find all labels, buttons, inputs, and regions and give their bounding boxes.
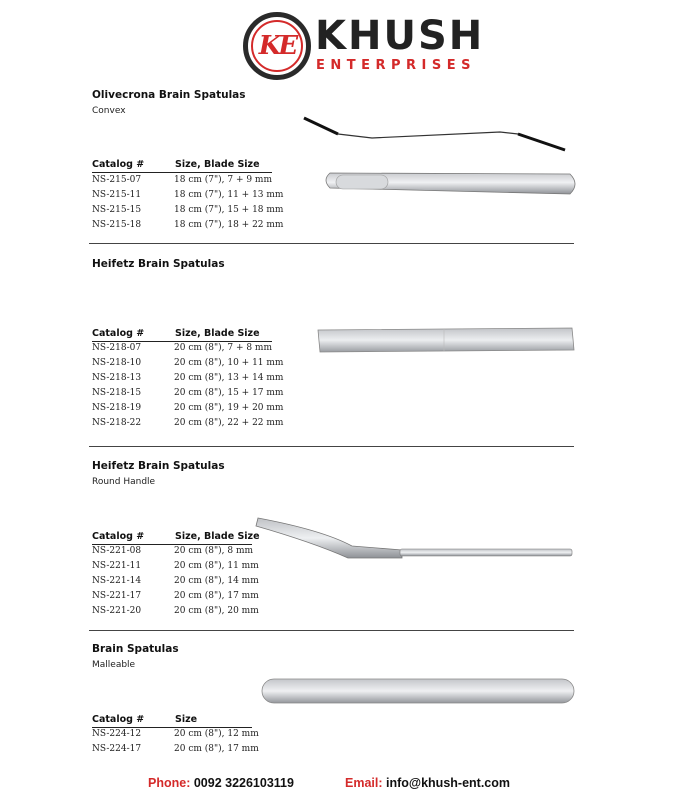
table-row: [92, 341, 292, 356]
size-value: 20 cm (8"), 17 mm: [174, 591, 259, 601]
catalog-code: NS-218-07: [92, 343, 142, 353]
section-divider: [89, 446, 574, 447]
catalog-code: NS-221-08: [92, 546, 142, 556]
catalog-code: NS-215-18: [92, 220, 142, 230]
round-handle-spatula-image: [252, 512, 578, 562]
table-row: [92, 371, 292, 386]
brand-name: KHUSH: [315, 13, 485, 59]
catalog-code: NS-218-19: [92, 403, 142, 413]
table-row: [92, 203, 292, 218]
email-value[interactable]: info@khush-ent.com: [386, 776, 510, 790]
catalog-code: NS-224-17: [92, 744, 142, 754]
phone-label: Phone:: [148, 776, 191, 790]
brand-subtitle: ENTERPRISES: [316, 58, 476, 73]
catalog-header: Catalog #: [92, 328, 145, 339]
size-value: 18 cm (7"), 11 + 13 mm: [174, 190, 284, 200]
catalog-header: Catalog #: [92, 531, 145, 542]
section-title: Heifetz Brain Spatulas: [92, 460, 225, 472]
catalog-code: NS-218-10: [92, 358, 142, 368]
olivecrona-spatula-image: [300, 110, 580, 200]
catalog-code: NS-215-15: [92, 205, 142, 215]
table-row: [92, 356, 292, 371]
size-header: Size, Blade Size: [175, 328, 260, 339]
table-row: [92, 727, 292, 742]
catalog-code: NS-218-15: [92, 388, 142, 398]
size-value: 20 cm (8"), 7 + 8 mm: [174, 343, 273, 353]
size-value: 20 cm (8"), 8 mm: [174, 546, 254, 556]
footer-email: [345, 776, 510, 790]
table-row: [92, 401, 292, 416]
catalog-code: NS-218-13: [92, 373, 142, 383]
section-subtitle: Convex: [92, 106, 126, 116]
size-value: 20 cm (8"), 22 + 22 mm: [174, 418, 284, 428]
size-value: 20 cm (8"), 17 mm: [174, 744, 259, 754]
section-subtitle: Round Handle: [92, 477, 156, 487]
table-row: [92, 589, 292, 604]
table-row: [92, 574, 292, 589]
spec-table: [92, 173, 292, 233]
table-row: [92, 604, 292, 619]
size-value: 20 cm (8"), 10 + 11 mm: [174, 358, 284, 368]
catalog-code: NS-224-12: [92, 729, 142, 739]
catalog-code: NS-218-22: [92, 418, 142, 428]
size-value: 20 cm (8"), 20 mm: [174, 606, 259, 616]
catalog-header: Catalog #: [92, 714, 145, 725]
table-row: [92, 742, 292, 757]
size-value: 20 cm (8"), 15 + 17 mm: [174, 388, 284, 398]
catalog-header: Catalog #: [92, 159, 145, 170]
catalog-code: NS-221-20: [92, 606, 142, 616]
size-header: Size, Blade Size: [175, 531, 260, 542]
size-value: 20 cm (8"), 12 mm: [174, 729, 259, 739]
table-row: [92, 218, 292, 233]
section-title: Heifetz Brain Spatulas: [92, 258, 225, 270]
table-row: [92, 386, 292, 401]
size-value: 20 cm (8"), 11 mm: [174, 561, 259, 571]
size-header: Size, Blade Size: [175, 159, 260, 170]
section-divider: [89, 630, 574, 631]
section-title: Brain Spatulas: [92, 643, 179, 655]
malleable-spatula-image: [258, 676, 578, 706]
section-subtitle: Malleable: [92, 660, 136, 670]
phone-value[interactable]: 0092 3226103119: [193, 776, 294, 790]
catalog-code: NS-215-11: [92, 190, 142, 200]
footer-phone: [148, 776, 294, 790]
size-value: 20 cm (8"), 13 + 14 mm: [174, 373, 284, 383]
size-value: 18 cm (7"), 7 + 9 mm: [174, 175, 273, 185]
section-divider: [89, 243, 574, 244]
spec-table: [92, 341, 292, 431]
logo-mark: KE: [251, 20, 303, 72]
table-row: [92, 416, 292, 431]
size-value: 18 cm (7"), 18 + 22 mm: [174, 220, 284, 230]
catalog-code: NS-221-14: [92, 576, 142, 586]
section-title: Olivecrona Brain Spatulas: [92, 89, 246, 101]
size-header: Size: [175, 714, 198, 725]
size-value: 18 cm (7"), 15 + 18 mm: [174, 205, 284, 215]
spec-table: [92, 727, 292, 757]
catalog-code: NS-221-11: [92, 561, 142, 571]
catalog-code: NS-215-07: [92, 175, 142, 185]
heifetz-spatula-image: [314, 326, 576, 356]
catalog-code: NS-221-17: [92, 591, 142, 601]
logo-emblem: [243, 12, 311, 80]
table-row: [92, 173, 292, 188]
email-label: Email:: [345, 776, 383, 790]
size-value: 20 cm (8"), 19 + 20 mm: [174, 403, 284, 413]
table-row: [92, 188, 292, 203]
size-value: 20 cm (8"), 14 mm: [174, 576, 259, 586]
